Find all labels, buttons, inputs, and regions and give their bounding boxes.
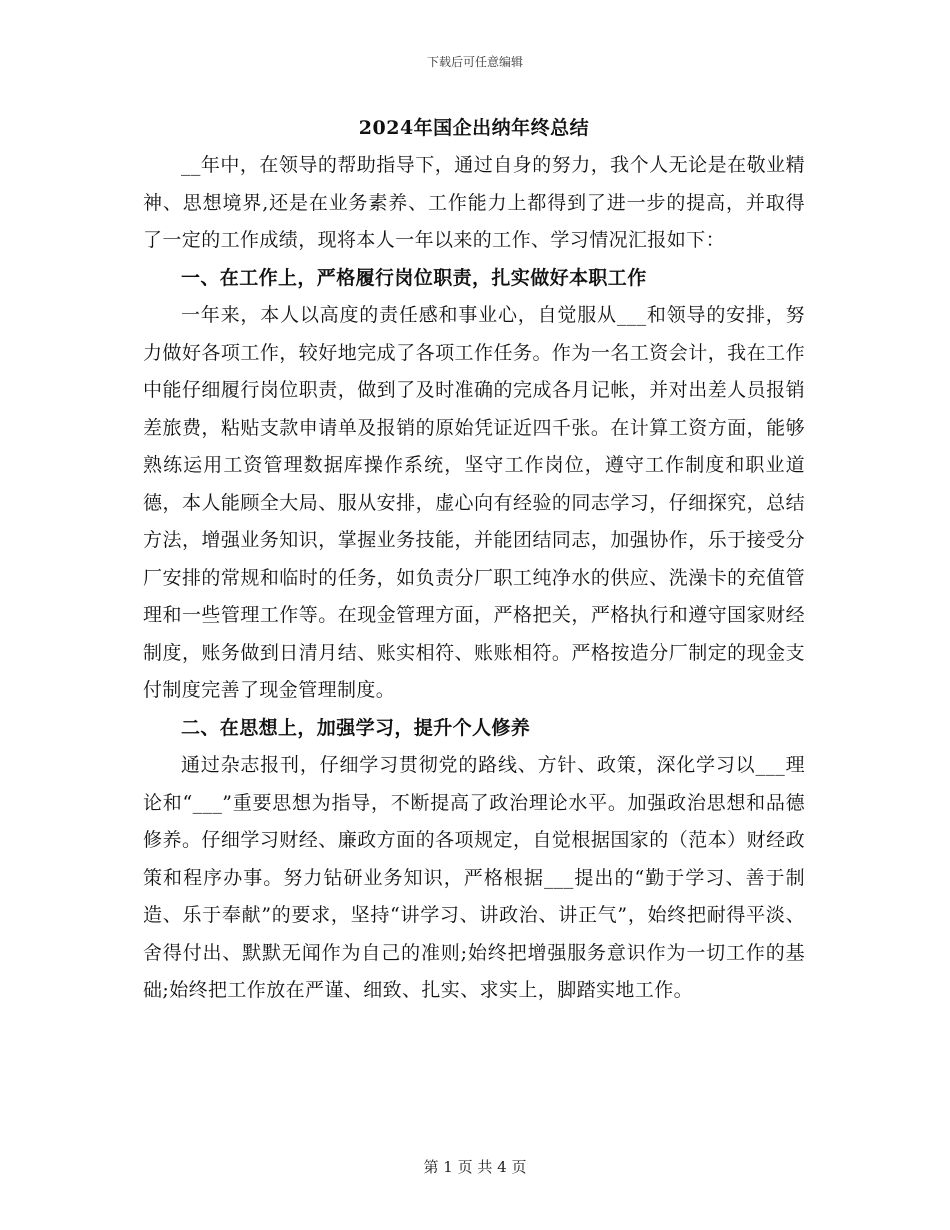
page-footer: 第 1 页 共 4 页 [423,1158,527,1176]
section-2-paragraph: 通过杂志报刊，仔细学习贯彻党的路线、方针、政策，深化学习以___理论和“___”重要思想为指导，不断提高了政治理论水平。加强政治思想和品德修养。仔细学习财经、廉政方面的各项规定，自觉根据国家的（范本）财经政策和程序办事。努力钻研业务知识，严格根据___提出的“勤于学习、善于制造、乐于奉献”的要求，坚持“讲学习、讲政治、讲正气”，始终把耐得平淡、舍得付出、默默无闻作为自己的准则;始终把增强服务意识作为一切工作的基础;始终把工作放在严谨、细致、扎实、求实上，脚踏实地工作。 [143,754,805,1001]
section-heading-2: 二、在思想上，加强学习，提升个人修养 [181,716,531,739]
header-note: 下载后可任意编辑 [426,55,523,69]
document-body [143,110,805,1010]
intro-paragraph: __年中，在领导的帮助指导下，通过自身的努力，我个人无论是在敬业精神、思想境界,还是在业务素养、工作能力上都得到了进一步的提高，并取得了一定的工作成绩，现将本人一年以来的工作、学习情况汇报如下： [143,154,805,251]
document-title: 2024年国企出纳年终总结 [358,117,590,139]
section-heading-1: 一、在工作上，严格履行岗位职责，扎实做好本职工作 [181,266,647,289]
section-1-paragraph: 一年来，本人以高度的责任感和事业心，自觉服从___和领导的安排，努力做好各项工作，较好地完成了各项工作任务。作为一名工资会计，我在工作中能仔细履行岗位职责，做到了及时准确的完成各月记帐，并对出差人员报销差旅费，粘贴支款申请单及报销的原始凭证近四千张。在计算工资方面，能够熟练运用工资管理数据库操作系统，坚守工作岗位，遵守工作制度和职业道德，本人能顾全大局、服从安排，虚心向有经验的同志学习，仔细探究，总结方法，增强业务知识，掌握业务技能，并能团结同志，加强协作，乐于接受分厂安排的常规和临时的任务，如负责分厂职工纯净水的供应、洗澡卡的充值管理和一些管理工作等。在现金管理方面，严格把关，严格执行和遵守国家财经制度，账务做到日清月结、账实相符、账账相符。严格按造分厂制定的现金支付制度完善了现金管理制度。 [143,304,805,701]
